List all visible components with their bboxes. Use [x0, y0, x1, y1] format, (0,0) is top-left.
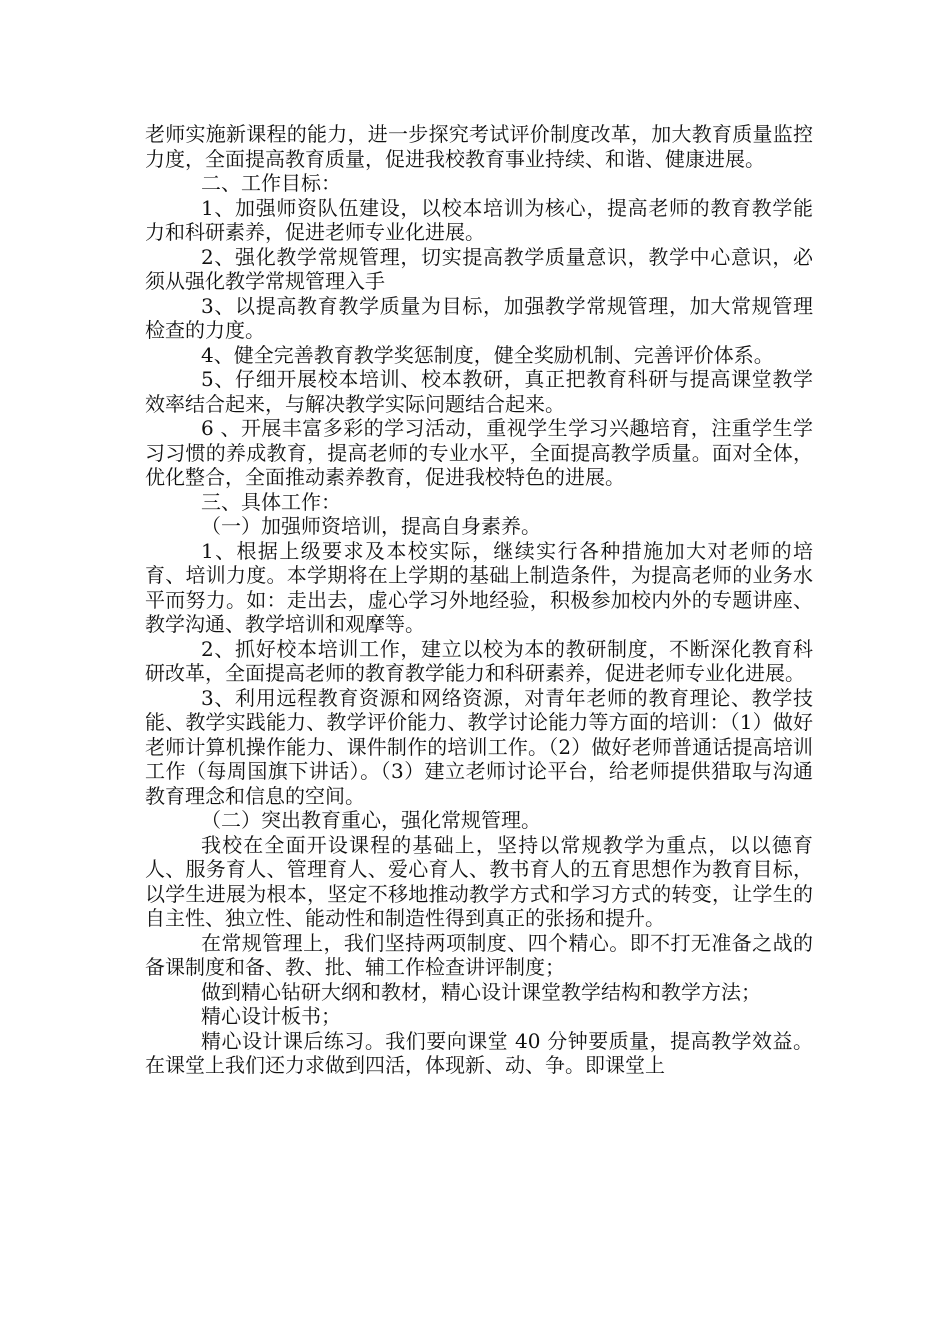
subheading-teacher-training: （一）加强师资培训，提高自身素养。 — [201, 514, 541, 538]
paragraph-goal-1: 1、加强师资队伍建设，以校本培训为核心，提高老师的教育教学能力和科研素养，促进老师专业化进展。 — [145, 195, 813, 244]
heading-specific-work: 三、具体工作： — [201, 489, 341, 514]
paragraph-goal-3: 3、以提高教育教学质量为目标，加强教学常规管理，加大常规管理检查的力度。 — [145, 293, 813, 342]
paragraph-goal-5: 5、仔细开展校本培训、校本教研，真正把教育科研与提高课堂教学效率结合起来，与解决教学实际问题结合起来。 — [145, 367, 813, 416]
document-body — [145, 122, 813, 1078]
paragraph-intro: 老师实施新课程的能力，进一步探究考试评价制度改革，加大教育质量监控力度，全面提高教育质量，促进我校教育事业持续、和谐、健康进展。 — [145, 122, 813, 171]
paragraph-routine-2: 在常规管理上，我们坚持两项制度、四个精心。即不打无准备之战的备课制度和备、教、批、辅工作检查讲评制度； — [145, 930, 813, 979]
paragraph-routine-3: 做到精心钻研大纲和教材，精心设计课堂教学结构和教学方法； — [201, 979, 761, 1004]
heading-work-goals: 二、工作目标： — [201, 171, 341, 195]
paragraph-goal-6: 6 、开展丰富多彩的学习活动，重视学生学习兴趣培育，注重学生学习习惯的养成教育，提高老师的专业水平，全面提高教学质量。面对全体，优化整合，全面推动素养教育，促进我校特色的进展。 — [145, 416, 813, 489]
paragraph-routine-5: 精心设计课后练习。我们要向课堂 40 分钟要质量，提高教学效益。在课堂上我们还力求做到四活，体现新、动、争。即课堂上 — [145, 1028, 813, 1077]
paragraph-training-2: 2、抓好校本培训工作，建立以校为本的教研制度，不断深化教育科研改革，全面提高老师的教育教学能力和科研素养，促进老师专业化进展。 — [145, 636, 813, 685]
paragraph-goal-2: 2、强化教学常规管理，切实提高教学质量意识，教学中心意识，必须从强化教学常规管理入手 — [145, 244, 813, 293]
paragraph-routine-4: 精心设计板书； — [201, 1004, 341, 1028]
paragraph-routine-1: 我校在全面开设课程的基础上，坚持以常规教学为重点，以以德育人、服务育人、管理育人、爱心育人、教书育人的五育思想作为教育目标，以学生进展为根本，坚定不移地推动教学方式和学习方式的转变，让学生的自主性、独立性、能动性和制造性得到真正的张扬和提升。 — [145, 832, 813, 930]
paragraph-goal-4: 4、健全完善教育教学奖惩制度，健全奖励机制、完善评价体系。 — [201, 342, 774, 367]
paragraph-training-3: 3、利用远程教育资源和网络资源，对青年老师的教育理论、教学技能、教学实践能力、教学评价能力、教学讨论能力等方面的培训：（1）做好老师计算机操作能力、课件制作的培训工作。（2）做好老师普通话提高培训工作（每周国旗下讲话）。（3）建立老师讨论平台，给老师提供猎取与沟通教育理念和信息的空间。 — [145, 685, 813, 808]
subheading-routine-management: （二）突出教育重心，强化常规管理。 — [201, 808, 541, 832]
paragraph-training-1: 1、根据上级要求及本校实际，继续实行各种措施加大对老师的培育、培训力度。本学期将在上学期的基础上制造条件，为提高老师的业务水平而努力。如：走出去，虚心学习外地经验，积极参加校内外的专题讲座、教学沟通、教学培训和观摩等。 — [145, 538, 813, 636]
